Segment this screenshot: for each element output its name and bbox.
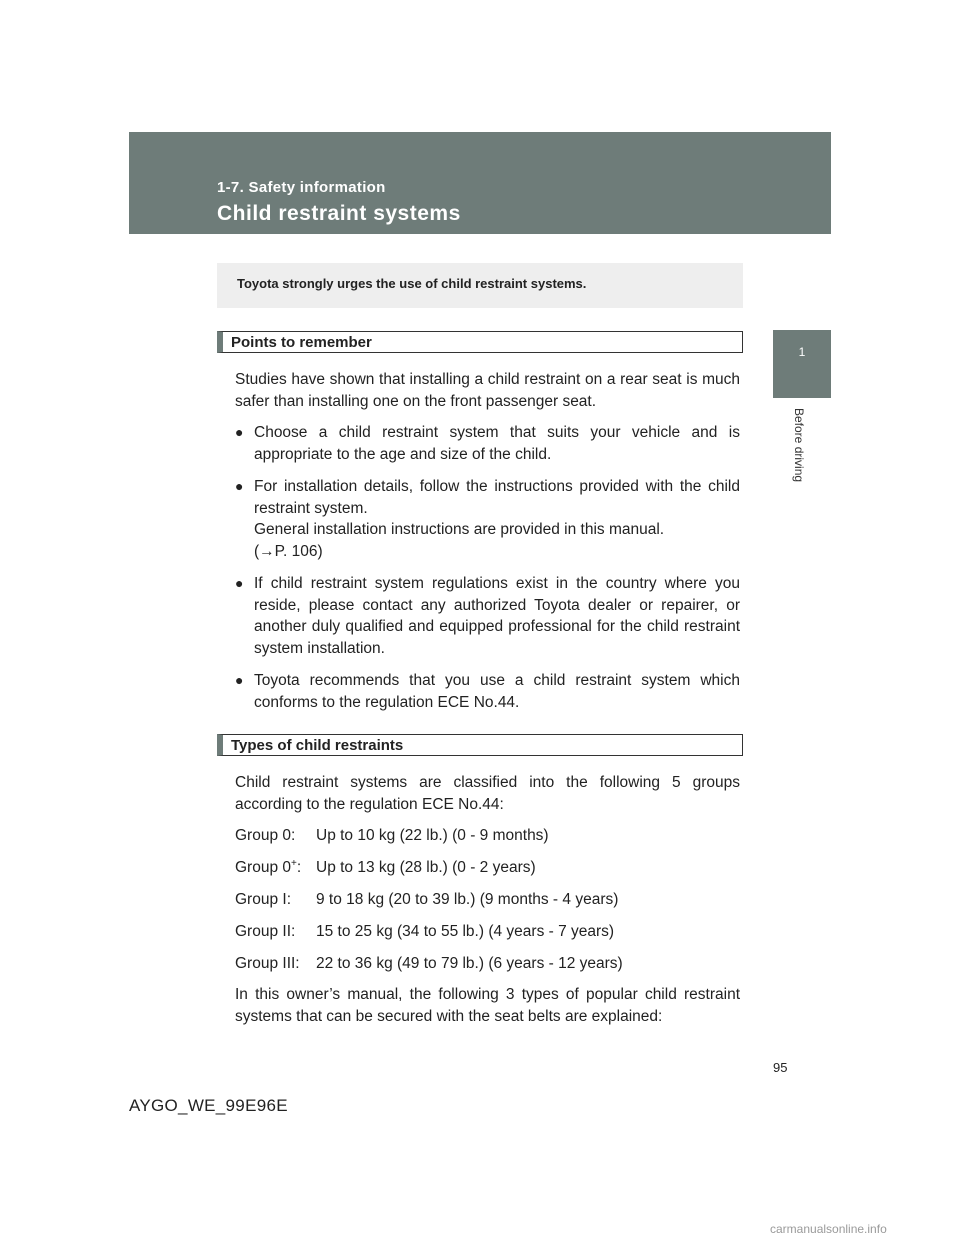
points-lead-paragraph: Studies have shown that installing a child restraint on a rear seat is much safer than installing one on the front passenger seat. [235,371,740,410]
group-name: Group II: [235,923,296,940]
chapter-tab [773,330,831,398]
types-closing-paragraph: In this owner’s manual, the following 3 types of popular child restraint systems that can be secured with the seat belts are explained: [235,986,740,1025]
bullet-item [235,573,740,659]
group-value: 9 to 18 kg (20 to 39 lb.) (9 months - 4 years) [316,891,619,908]
chapter-header [129,132,831,234]
group-value: 15 to 25 kg (34 to 55 lb.) (4 years - 7 years) [316,923,615,940]
group-name: Group I: [235,891,291,908]
page-title: Child restraint systems [217,202,461,225]
bullet-item [235,422,740,465]
group-name: Group 0: [235,827,296,844]
page-number: 95 [773,1060,788,1075]
bullet-text: For installation details, follow the instructions provided with the child restraint system. [254,478,740,517]
bullet-subline: General installation instructions are provided in this manual. [254,521,665,538]
page-reference-link[interactable]: (→P. 106) [254,542,323,560]
model-code: AYGO_WE_99E96E [129,1096,288,1115]
group-value: Up to 10 kg (22 lb.) (0 - 9 months) [316,827,549,844]
bullet-item [235,476,740,562]
bullet-dot-icon: ● [235,672,244,688]
section-heading-points: Points to remember [217,331,743,353]
group-superscript: + [291,857,297,869]
bullet-text: If child restraint system regulations exist in the country where you reside, please contact any authorized Toyota dealer or repairer, or another duly qualified and equipped professional for the child restraint system installation. [254,575,740,657]
group-value: Up to 13 kg (28 lb.) (0 - 2 years) [316,859,536,876]
bullet-dot-icon: ● [235,575,244,591]
bullet-item [235,670,740,713]
bullet-dot-icon: ● [235,424,244,440]
types-lead-paragraph: Child restraint systems are classified into the following 5 groups according to the regulation ECE No.44: [235,774,740,813]
group-value: 22 to 36 kg (49 to 79 lb.) (6 years - 12 years) [316,955,623,972]
chapter-tab-label: Before driving [792,408,806,483]
intro-box: Toyota strongly urges the use of child restraint systems. [217,263,743,308]
bullet-text: Choose a child restraint system that suits your vehicle and is appropriate to the age and size of the child. [254,424,740,463]
section-label: 1-7. Safety information [217,179,386,196]
bullet-dot-icon: ● [235,478,244,494]
bullet-text: Toyota recommends that you use a child restraint system which conforms to the regulation ECE No.44. [254,672,740,711]
chapter-tab-number: 1 [798,345,806,359]
section-heading-types: Types of child restraints [217,734,743,756]
group-name: Group III: [235,955,300,972]
group-name: Group 0+: [235,857,302,876]
watermark-text: carmanualsonline.info [770,1222,887,1236]
